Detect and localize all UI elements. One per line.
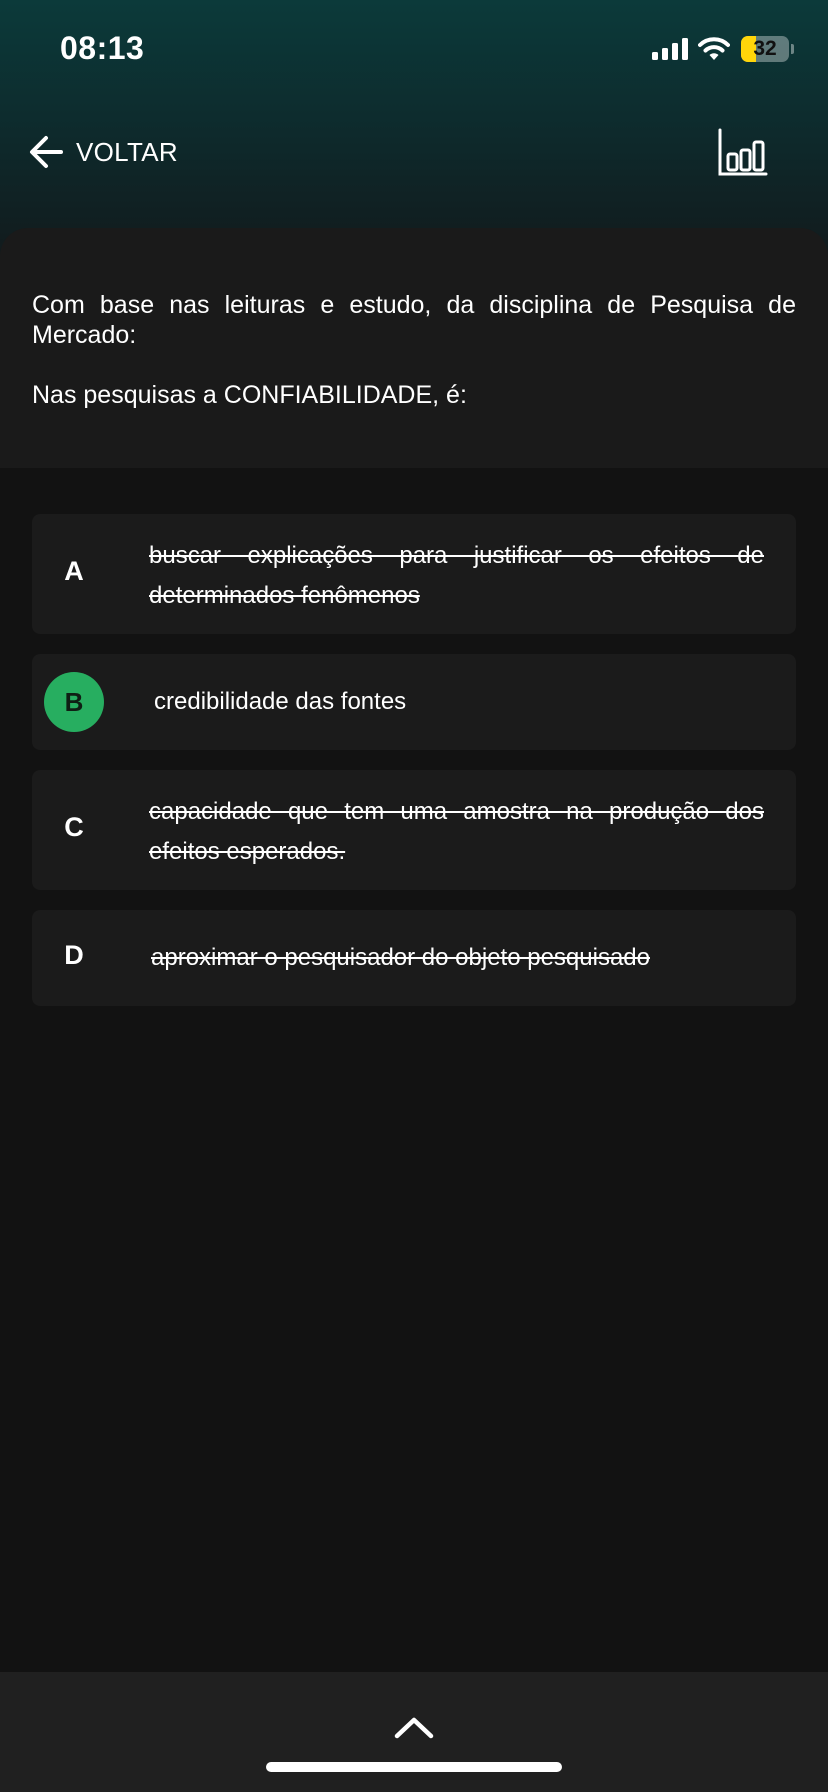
status-bar [0,0,828,100]
option-letter-selected: B [44,672,104,732]
arrow-left-icon [28,135,64,169]
battery-cap [791,44,794,54]
option-text: capacidade que tem uma amostra na produção dos efeitos esperados. [149,798,764,865]
option-letter: D [64,940,84,970]
stats-button[interactable] [716,128,770,178]
option-letter: C [64,812,84,842]
option-text: credibilidade das fontes [154,688,407,715]
status-time: 08:13 [60,30,145,66]
chevron-up-icon[interactable] [394,1715,434,1739]
home-indicator[interactable] [266,1762,562,1772]
back-label: VOLTAR [76,136,178,167]
battery-icon [741,36,789,62]
option-text: aproximar o pesquisador do objeto pesquisado [151,944,650,971]
option-c[interactable] [32,770,796,890]
option-a[interactable] [32,514,796,634]
cellular-signal-icon [652,38,688,60]
option-b[interactable] [32,654,796,750]
question-text: Nas pesquisas a CONFIABILIDADE, é: [32,381,467,409]
back-button[interactable] [28,132,178,172]
option-letter: A [64,556,84,586]
bar-chart-icon [716,128,770,178]
question-intro: Com base nas leituras e estudo, da disciplina de Pesquisa de Mercado: [32,291,796,349]
battery-percentage: 32 [753,37,777,60]
wifi-icon [698,36,730,62]
option-text: buscar explicações para justificar os efeitos de determinados fenômenos [149,542,764,609]
option-d[interactable] [32,910,796,1006]
